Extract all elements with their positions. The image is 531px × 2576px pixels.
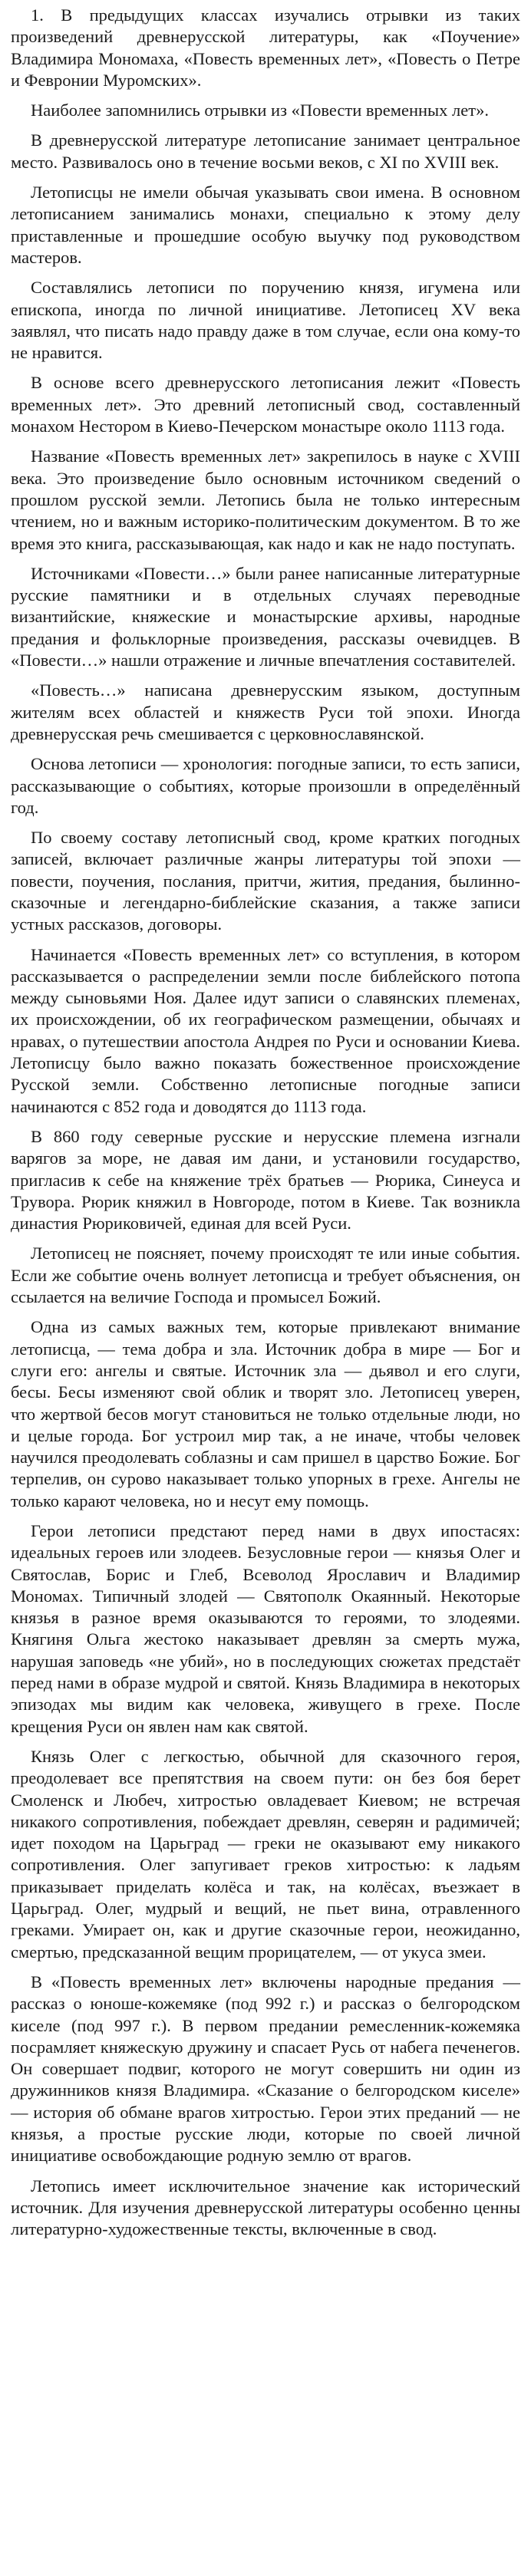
paragraph-16: Герои летописи предстают перед нами в двух ипостасях: идеальных героев или злодеев. Безусловные герои — князья Олег и Святослав, Борис и Глеб, Всеволод Ярославич и Владимир Мономах. Типичный злодей — Святополк Окаянный. Некоторые князья в разное время оказываются то героями, то злодеями. Княгиня Ольга жестоко наказывает древлян за смерть мужа, нарушая заповедь «не убий», но в последующих сюжетах предстаёт перед нами в образе мудрой и святой. Князь Владимира в некоторых эпизодах мы видим как человека, живущего в грехе. После крещения Руси он явлен нам как святой. bbox=[11, 1521, 520, 1736]
paragraph-19: Летопись имеет исключительное значение как исторический источник. Для изучения древнерусской литературы особенно ценны литературно-художественные тексты, включенные в свод. bbox=[11, 2176, 520, 2239]
paragraph-17: Князь Олег с легкостью, обычной для сказочного героя, преодолевает все препятствия на своем пути: он без боя берет Смоленск и Любеч, хитростью овладевает Киевом; не встречая никакого сопротивления, побеждает древлян, северян и радимичей; идет походом на Царьград — греки не оказывают ему никакого сопротивления. Олег запугивает греков хитростью: к ладьям приказывает приделать колёса и так, на колёсах, въезжает в Царьград. Олег, мудрый и вещий, не пьет вина, отравленного греками. Умирает он, как и другие сказочные герои, неожиданно, смертью, предсказанной вещим прорицателем, — от укуса змеи. bbox=[11, 1746, 520, 1962]
paragraph-1: 1. В предыдущих классах изучались отрывки из таких произведений древнерусской литературы, как «Поучение» Владимира Мономаха, «Повесть временных лет», «Повесть о Петре и Февронии Муромских». bbox=[11, 5, 520, 90]
paragraph-4: Летописцы не имели обычая указывать свои имена. В основном летописанием занимались монахи, специально к этому делу приставленные и прошедшие особую выучку под руководством мастеров. bbox=[11, 183, 520, 267]
paragraph-5: Составлялись летописи по поручению князя, игумена или епископа, иногда по личной инициативе. Летописец XV века заявлял, что писать надо правду даже в том случае, если она кому-то не нравится. bbox=[11, 278, 520, 363]
paragraph-3: В древнерусской литературе летописание занимает центральное место. Развивалось оно в течение восьми веков, с XI по XVIII век. bbox=[11, 130, 520, 172]
paragraph-10: Основа летописи — хронология: погодные записи, то есть записи, рассказывающие о событиях, которые произошли в определённый год. bbox=[11, 754, 520, 817]
paragraph-12: Начинается «Повесть временных лет» со вступления, в котором рассказывается о распределении земли после библейского потопа между сыновьями Ноя. Далее идут записи о славянских племенах, их происхождении, об их географическом размещении, обычаях и нравах, о путешествии апостола Андрея по Руси и основании Киева. Летописцу было важно показать божественное происхождение Русской земли. Собственно летописные погодные записи начинаются с 852 года и доводятся до 1113 года. bbox=[11, 944, 520, 1116]
paragraph-13: В 860 году северные русские и нерусские племена изгнали варягов за море, не давая им дани, и установили государство, пригласив к себе на княжение трёх братьев — Рюрика, Синеуса и Трувора. Рюрик княжил в Новгороде, потом в Киеве. Так возникла династия Рюриковичей, единая для всей Руси. bbox=[11, 1126, 520, 1234]
paragraph-18: В «Повесть временных лет» включены народные предания — рассказ о юноше-кожемяке (под 992 г.) и рассказ о белгородском киселе (под 997 г.). В первом предании ремесленник-кожемяка посрамляет княжескую дружину и спасает Русь от набега печенегов. Он совершает подвиг, которого не могут совершить ни один из дружинников князя Владимира. «Сказание о белгородском киселе» — история об обмане врагов хитростью. Герои этих преданий — не князья, а простые русские люди, которые по своей личной инициативе освобождающие родную землю от врагов. bbox=[11, 1972, 520, 2166]
paragraph-15: Одна из самых важных тем, которые привлекают внимание летописца, — тема добра и зла. Источник добра в мире — Бог и слуги его: ангелы и святые. Источник зла — дьявол и его слуги, бесы. Бесы изменяют свой облик и творят зло. Летописец уверен, что жертвой бесов могут становиться не только отдельные люди, но и целые города. Бог устроил мир так, а не иначе, чтобы человек научился преодолевать соблазны и сам пришел в царство Божие. Бог терпелив, он сурово наказывает только упорных в грехе. Ангелы не только карают человека, но и несут ему помощь. bbox=[11, 1317, 520, 1510]
paragraph-9: «Повесть…» написана древнерусским языком, доступным жителям всех областей и княжеств Руси той эпохи. Иногда древнерусская речь смешивается с церковнославянской. bbox=[11, 680, 520, 743]
paragraph-14: Летописец не поясняет, почему происходят те или иные события. Если же событие очень волнует летописца и требует объяснения, он ссылается на величие Господа и промысел Божий. bbox=[11, 1244, 520, 1307]
paragraph-11: По своему составу летописный свод, кроме кратких погодных записей, включает различные жанры литературы той эпохи — повести, поучения, послания, притчи, жития, предания, былинно-сказочные и легендарно-библейские сказания, а также записи устных рассказов, договоры. bbox=[11, 828, 520, 934]
paragraph-8: Источниками «Повести…» были ранее написанные литературные русские памятники и в отдельных случаях переводные византийские, княжеские и монастырские архивы, народные предания и фольклорные произведения, рассказы очевидцев. В «Повести…» нашли отражение и личные впечатления составителей. bbox=[11, 563, 520, 670]
paragraph-7: Название «Повесть временных лет» закрепилось в науке с XVIII века. Это произведение было основным источником сведений о прошлом русской земли. Летопись была не только интересным чтением, но и важным историко-политическим документом. В то же время это книга, рассказывающая, как надо и как не надо поступать. bbox=[11, 446, 520, 553]
paragraph-2: Наиболее запомнились отрывки из «Повести временных лет». bbox=[31, 100, 489, 120]
paragraph-6: В основе всего древнерусского летописания лежит «Повесть временных лет». Это древний летописный свод, составленный монахом Нестором в Киево-Печерском монастыре около 1113 года. bbox=[11, 373, 520, 436]
